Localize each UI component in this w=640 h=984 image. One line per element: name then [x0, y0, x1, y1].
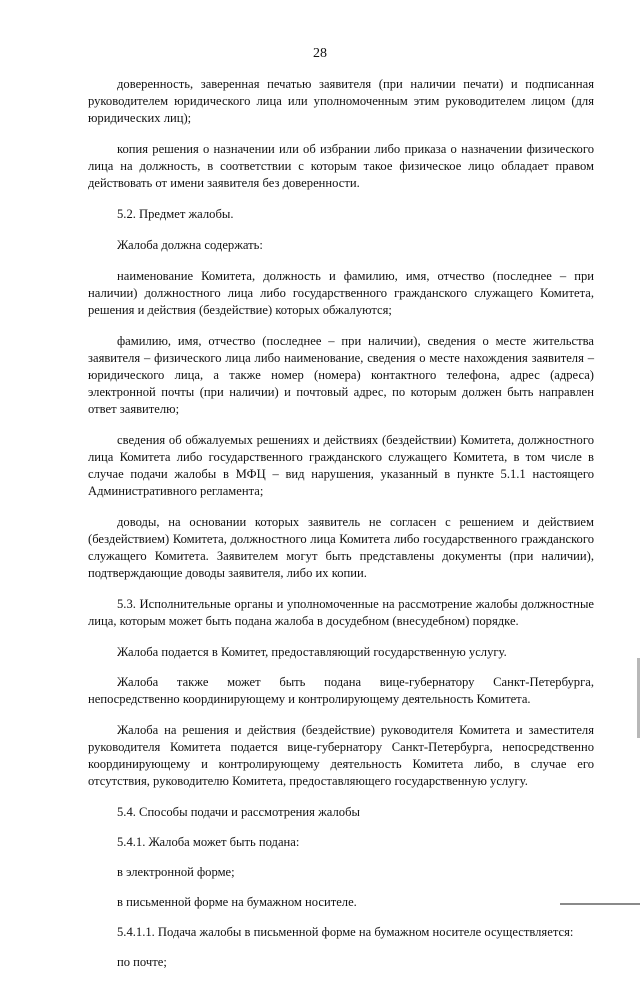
- list-item-by-mail: по почте;: [117, 955, 167, 969]
- paragraph-submitted-to-committee: Жалоба подается в Комитет, предоставляющий государственную услугу.: [117, 645, 507, 659]
- page-number: 28: [313, 46, 327, 61]
- paragraph-arguments: доводы, на основании которых заявитель не согласен с решением и действием (бездействием) Комитета, должностного лица Комитета либо государственного гражданского служащего Комитета. Заявителем могут быть представлены документы (при наличии), подтверждающие доводы заявителя, либо их копии.: [88, 515, 594, 580]
- section-heading-5-4: 5.4. Способы подачи и рассмотрения жалобы: [117, 805, 360, 819]
- section-heading-5-2: 5.2. Предмет жалобы.: [117, 207, 234, 221]
- section-heading-5-3: 5.3. Исполнительные органы и уполномоченные на рассмотрение жалобы должностные лица, которым может быть подана жалоба в досудебном (внесудебном) порядке.: [88, 597, 594, 628]
- section-heading-5-4-1-1: 5.4.1.1. Подача жалобы в письменной форме на бумажном носителе осуществляется:: [117, 925, 574, 939]
- paragraph-applicant-details: фамилию, имя, отчество (последнее – при наличии), сведения о месте жительства заявителя – физического лица либо наименование, сведения о месте нахождения заявителя – юридического лица, а также номер (номера) контактного телефона, адрес (адреса) электронной почты (при наличии) и почтовый адрес, по которым должен быть направлен ответ заявителю;: [88, 334, 594, 416]
- paragraph-vice-governor: Жалоба также может быть подана вице-губернатору Санкт-Петербурга, непосредственно координирующему и контролирующему деятельность Комитета.: [88, 675, 594, 706]
- list-item-paper-form: в письменной форме на бумажном носителе.: [117, 895, 357, 909]
- paragraph-power-of-attorney: доверенность, заверенная печатью заявителя (при наличии печати) и подписанная руководителем юридического лица или уполномоченным этим руководителем лицом (для юридических лиц);: [88, 77, 594, 125]
- paragraph-appealed-decisions: сведения об обжалуемых решениях и действиях (бездействии) Комитета, должностного лица Комитета либо государственного гражданского служащего Комитета, в том числе в случае подачи жалобы в МФЦ – вид нарушения, указанный в пункте 5.1.1 настоящего Административного регламента;: [88, 433, 594, 498]
- paragraph-committee-name: наименование Комитета, должность и фамилию, имя, отчество (последнее – при наличии) должностного лица либо государственного гражданского служащего Комитета, решения и действия (бездействие) которых обжалуются;: [88, 269, 594, 317]
- paragraph-appointment-copy: копия решения о назначении или об избрании либо приказа о назначении физического лица на должность, в соответствии с которым такое физическое лицо обладает правом действовать от имени заявителя без доверенности.: [88, 142, 594, 190]
- section-heading-5-4-1: 5.4.1. Жалоба может быть подана:: [117, 835, 300, 849]
- paragraph-complaint-contents: Жалоба должна содержать:: [117, 238, 263, 252]
- list-item-electronic-form: в электронной форме;: [117, 865, 235, 879]
- document-body: [88, 76, 594, 984]
- paragraph-head-complaint: Жалоба на решения и действия (бездействие) руководителя Комитета и заместителя руководителя Комитета подается вице-губернатору Санкт-Петербурга, непосредственно координирующему и контролирующему деятельность Комитета либо, в случае его отсутствия, руководителю Комитета, предоставляющего государственную услугу.: [88, 723, 594, 788]
